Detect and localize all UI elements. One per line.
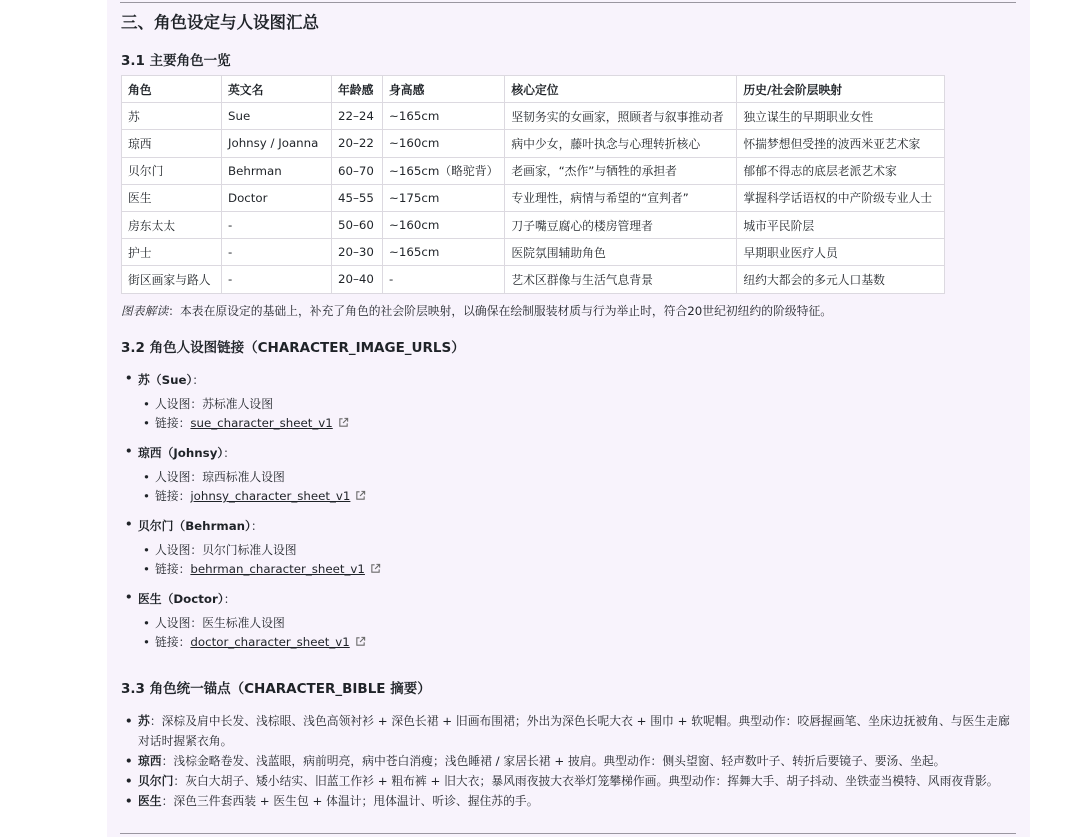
table-cell: 医院氛围辅助角色 [505,239,737,266]
character-name: 贝尔门（Behrman） [138,519,251,533]
link-label: 链接： [155,562,191,576]
table-cell: Doctor [222,184,332,211]
colon: ： [192,373,205,387]
ref-label: 人设图： [155,397,203,411]
list-item [121,468,366,487]
character-description: ：深色三件套西装 + 医生包 + 体温计；甩体温计、听诊、握住苏的手。 [161,794,539,808]
table-cell: ~160cm [383,130,505,157]
table-cell: Johnsy / Joanna [222,130,332,157]
character-name: 苏 [138,714,150,728]
character-sheet-link[interactable]: johnsy_character_sheet_v1 [190,489,351,503]
table-cell: 郁郁不得志的底层老派艺术家 [737,157,945,184]
character-group-johnsy [121,444,366,507]
table-cell: 早期职业医疗人员 [737,239,945,266]
ref-value: 医生标准人设图 [202,616,285,630]
table-cell: 60–70 [332,157,383,184]
link-label: 链接： [155,635,191,649]
character-description: ：深棕及肩中长发、浅棕眼、浅色高领衬衫 + 深色长裙 + 旧画布围裙；外出为深色长呢大衣 + 围巾 + 软呢帽。典型动作：咬唇握画笔、坐床边抚被角、与医生走廊对话时握紧衣角。 [138,714,1010,748]
colon: ： [250,519,263,533]
table-cell: 艺术区群像与生活气息背景 [505,266,737,293]
table-row [122,184,945,211]
external-link-icon[interactable] [355,488,366,507]
ref-label: 人设图： [155,543,203,557]
table-cell: 20–40 [332,266,383,293]
table-cell: 贝尔门 [122,157,222,184]
colon: ： [223,592,236,606]
table-cell: 老画家，“杰作”与牺牲的承担者 [505,157,737,184]
ref-value: 琼西标准人设图 [202,470,285,484]
character-group-doctor [121,590,366,653]
table-row [122,103,945,130]
list-item [121,751,1016,771]
character-name: 琼西（Johnsy） [138,446,224,460]
list-item [121,395,349,414]
subsection-title-3-1: 3.1 主要角色一览 [121,53,231,69]
note-text: ：本表在原设定的基础上，补充了角色的社会阶层映射，以确保在绘制服装材质与行为举止时，符合20世纪初纽约的阶级特征。 [168,304,833,318]
external-link-icon[interactable] [355,634,366,653]
table-note [121,302,832,319]
table-cell: - [222,266,332,293]
col-header: 历史/社会阶层映射 [737,76,945,103]
table-header-row [122,76,945,103]
table-row [122,211,945,238]
colon: ： [223,446,236,460]
table-cell: 医生 [122,184,222,211]
table-cell: 病中少女，藤叶执念与心理转折核心 [505,130,737,157]
table-row [122,239,945,266]
character-name: 琼西 [138,754,162,768]
ref-value: 贝尔门标准人设图 [202,543,297,557]
col-header: 核心定位 [505,76,737,103]
note-label: 图表解读 [121,304,169,318]
list-item [121,517,381,534]
external-link-icon[interactable] [370,561,381,580]
character-name: 医生（Doctor） [138,592,224,606]
list-item [121,487,366,507]
list-item [121,771,1016,791]
col-header: 身高感 [383,76,505,103]
table-cell: 专业理性，病情与希望的“宣判者” [505,184,737,211]
table-cell: 坚韧务实的女画家，照顾者与叙事推动者 [505,103,737,130]
table-cell: 房东太太 [122,211,222,238]
col-header: 角色 [122,76,222,103]
top-divider [120,2,1016,3]
col-header: 英文名 [222,76,332,103]
list-item [121,444,366,461]
table-cell: ~165cm（略驼背） [383,157,505,184]
link-label: 链接： [155,416,191,430]
character-sheet-link[interactable]: behrman_character_sheet_v1 [190,562,365,576]
table-cell: 刀子嘴豆腐心的楼房管理者 [505,211,737,238]
link-label: 链接： [155,489,191,503]
table-cell: 45–55 [332,184,383,211]
character-bible-list [121,711,1016,811]
table-cell: 护士 [122,239,222,266]
ref-label: 人设图： [155,470,203,484]
list-item [121,590,366,607]
list-item [121,541,381,560]
table-cell: - [222,239,332,266]
table-cell: Behrman [222,157,332,184]
character-description: ：浅棕金略卷发、浅蓝眼，病前明亮，病中苍白消瘦；浅色睡裙 / 家居长裙 + 披肩。典型动作：侧头望窗、轻声数叶子、转折后要镜子、要汤、坐起。 [161,754,946,768]
external-link-icon[interactable] [338,415,349,434]
table-cell: 苏 [122,103,222,130]
list-item [121,791,1016,811]
character-sheet-link[interactable]: sue_character_sheet_v1 [190,416,333,430]
list-item [121,614,366,633]
bottom-divider [120,833,1016,834]
character-group-sue [121,371,349,434]
table-cell: ~160cm [383,211,505,238]
character-group-behrman [121,517,381,580]
list-item [121,414,349,434]
character-name: 医生 [138,794,162,808]
col-header: 年龄感 [332,76,383,103]
table-cell: 街区画家与路人 [122,266,222,293]
character-sheet-link[interactable]: doctor_character_sheet_v1 [190,635,350,649]
table-cell: ~175cm [383,184,505,211]
table-cell: 怀揣梦想但受挫的波西米亚艺术家 [737,130,945,157]
list-item [121,371,349,388]
ref-value: 苏标准人设图 [202,397,273,411]
character-description: ：灰白大胡子、矮小结实、旧蓝工作衫 + 粗布裤 + 旧大衣；暴风雨夜披大衣举灯笼攀梯作画。典型动作：挥舞大手、胡子抖动、坐铁壶当模特、风雨夜背影。 [173,774,999,788]
table-cell: 纽约大都会的多元人口基数 [737,266,945,293]
table-row [122,130,945,157]
table-cell: 掌握科学话语权的中产阶级专业人士 [737,184,945,211]
table-cell: 独立谋生的早期职业女性 [737,103,945,130]
table-cell: 琼西 [122,130,222,157]
ref-label: 人设图： [155,616,203,630]
list-item [121,633,366,653]
table-cell: 50–60 [332,211,383,238]
character-name: 贝尔门 [138,774,174,788]
list-item [121,560,381,580]
character-table [121,75,945,294]
table-cell: - [383,266,505,293]
section-title: 三、角色设定与人设图汇总 [121,13,319,32]
table-cell: ~165cm [383,239,505,266]
table-cell: 20–30 [332,239,383,266]
table-cell: 城市平民阶层 [737,211,945,238]
subsection-title-3-3: 3.3 角色统一锚点（CHARACTER_BIBLE 摘要） [121,681,431,697]
table-cell: 22–24 [332,103,383,130]
table-cell: - [222,211,332,238]
table-row [122,157,945,184]
table-cell: ~165cm [383,103,505,130]
table-cell: 20–22 [332,130,383,157]
table-row [122,266,945,293]
character-name: 苏（Sue） [138,373,193,387]
table-cell: Sue [222,103,332,130]
list-item [121,711,1016,751]
subsection-title-3-2: 3.2 角色人设图链接（CHARACTER_IMAGE_URLS） [121,340,465,356]
